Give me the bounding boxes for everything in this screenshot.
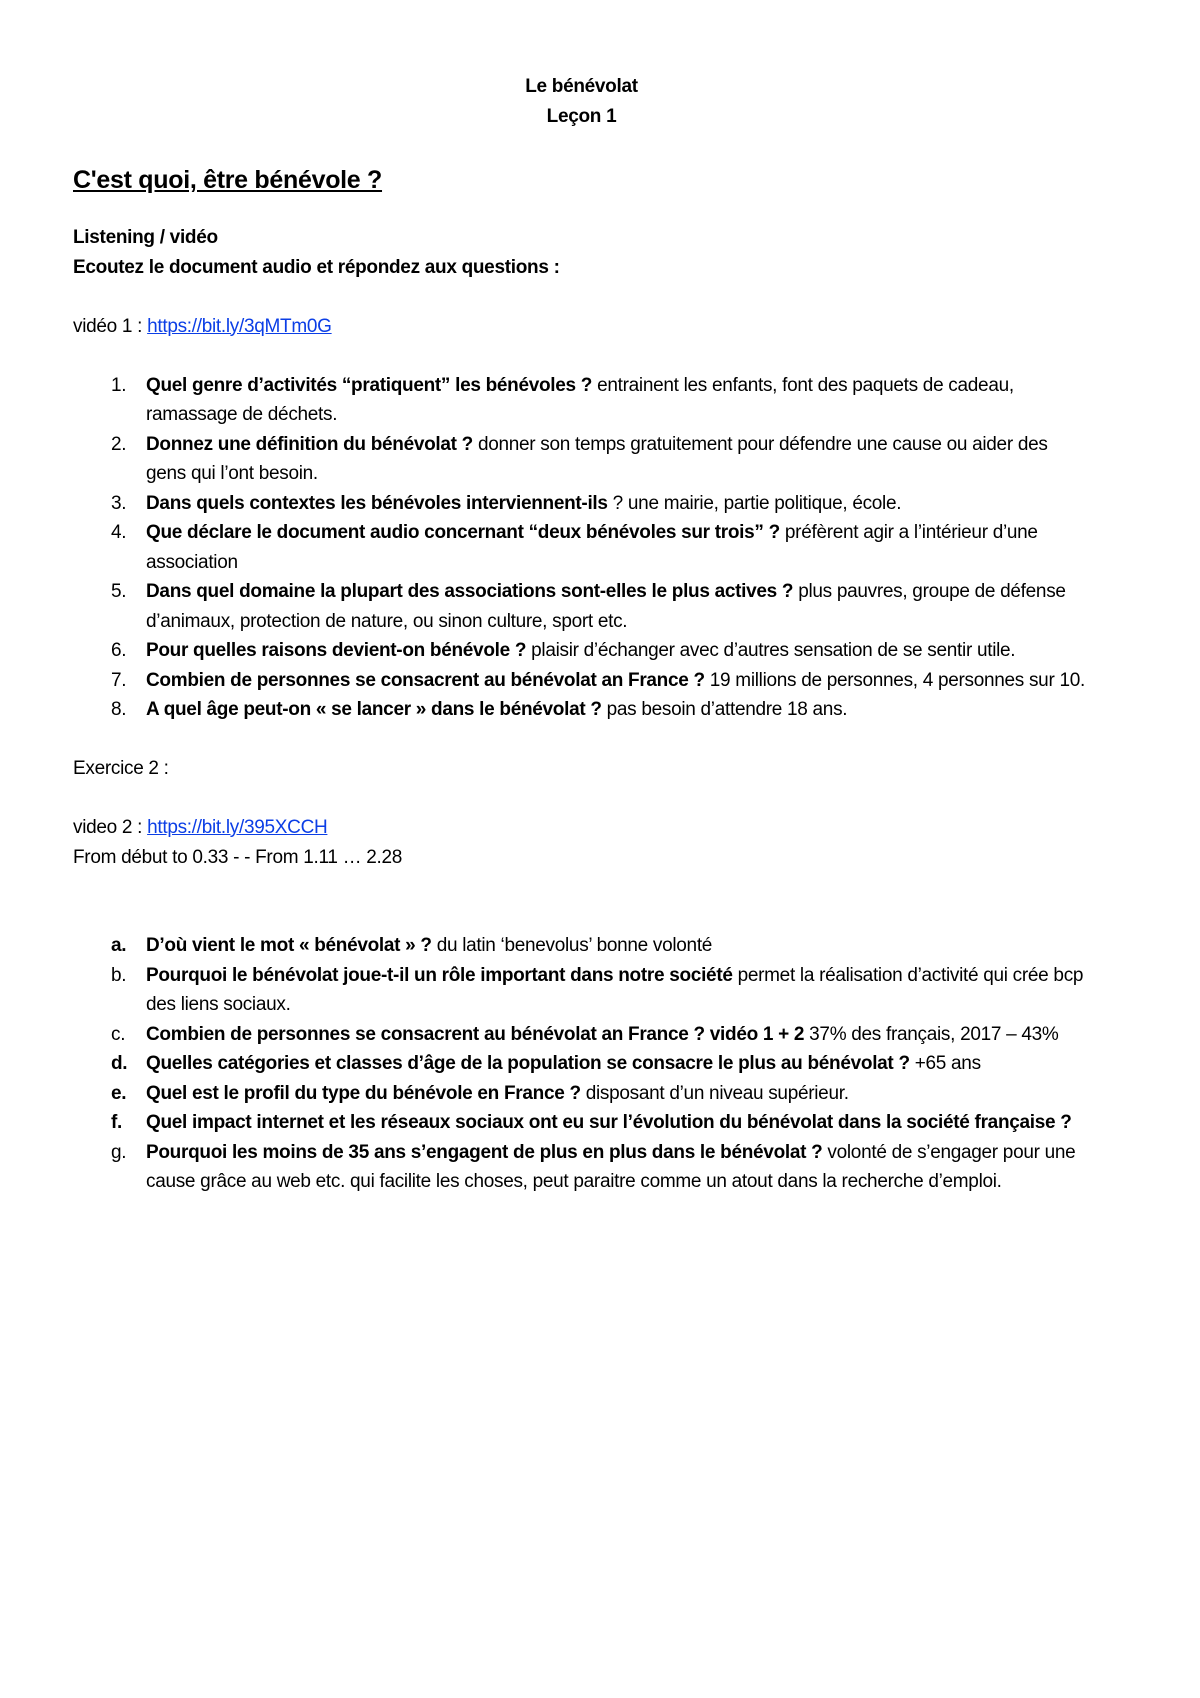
- section-heading: C'est quoi, être bénévole ?: [73, 166, 383, 194]
- item-number: 6.: [111, 640, 127, 661]
- exercise-2-label: Exercice 2 :: [73, 758, 169, 779]
- item-number: 4.: [111, 522, 127, 543]
- question-text: Dans quel domaine la plupart des associations sont-elles le plus actives ?: [146, 581, 794, 602]
- item-letter: e.: [111, 1082, 127, 1104]
- item-number: 1.: [111, 374, 127, 396]
- question-text: Quel genre d’activités “pratiquent” les bénévoles ?: [146, 374, 593, 396]
- answer-text: donner son temps gratuitement pour défendre une cause ou aider des gens qui l’ont besoin.: [146, 433, 1048, 484]
- item-letter: c.: [111, 1023, 126, 1045]
- item-letter: d.: [111, 1053, 128, 1074]
- item-letter: a.: [111, 935, 127, 956]
- item-letter: g.: [111, 1141, 127, 1163]
- video-2-link[interactable]: https://bit.ly/395XCCH: [147, 817, 328, 838]
- question-text: Pourquoi le bénévolat joue-t-il un rôle important dans notre société: [146, 964, 733, 986]
- list-item: [73, 636, 1090, 666]
- question-text: Combien de personnes se consacrent au bénévolat an France ? vidéo 1 + 2: [146, 1023, 805, 1045]
- answer-text: pas besoin d’attendre 18 ans.: [601, 699, 848, 720]
- list-item: [73, 577, 1090, 636]
- question-text: Que déclare le document audio concernant “deux bénévoles sur trois” ?: [146, 522, 780, 543]
- list-item: [73, 371, 1090, 430]
- item-letter: b.: [111, 964, 127, 986]
- list-item: [73, 1020, 1090, 1050]
- list-item: [73, 961, 1090, 1020]
- listening-instruction: Ecoutez le document audio et répondez aux questions :: [73, 256, 560, 278]
- answer-text: plus pauvres, groupe de défense d’animaux, protection de nature, ou sinon culture, sport etc.: [146, 581, 1066, 632]
- question-text: Donnez une définition du bénévolat ?: [146, 433, 473, 455]
- answer-text: préfèrent agir a l’intérieur d’une association: [146, 522, 1038, 573]
- item-number: 7.: [111, 669, 127, 691]
- question-text: Combien de personnes se consacrent au bénévolat an France ?: [146, 669, 705, 691]
- answer-text: plaisir d’échanger avec d’autres sensation de se sentir utile.: [526, 640, 1016, 661]
- answer-text: volonté de s’engager pour une cause grâce au web etc. qui facilite les choses, peut paraitre comme un atout dans la recherche d’emploi.: [146, 1141, 1076, 1192]
- video-2-prefix: video 2 :: [73, 817, 148, 838]
- question-text: A quel âge peut-on « se lancer » dans le bénévolat ?: [146, 699, 602, 720]
- item-letter: f.: [111, 1112, 123, 1133]
- question-text: Pour quelles raisons devient-on bénévole ?: [146, 640, 527, 661]
- question-text: Pourquoi les moins de 35 ans s’engagent de plus en plus dans le bénévolat ?: [146, 1141, 823, 1163]
- list-item: [73, 489, 1090, 519]
- answer-text: permet la réalisation d’activité qui crée bcp des liens sociaux.: [146, 964, 1084, 1015]
- answer-text: 37% des français, 2017 – 43%: [804, 1023, 1059, 1045]
- answer-text: +65 ans: [909, 1053, 981, 1074]
- video-1-line: [73, 312, 1090, 342]
- video-2-line: [73, 813, 1090, 843]
- list-item: [73, 518, 1090, 577]
- list-item: [73, 695, 1090, 725]
- list-item: [73, 931, 1090, 961]
- question-list-1: [73, 371, 1090, 725]
- document-title: Le bénévolat: [525, 76, 638, 97]
- video-1-prefix: vidéo 1 :: [73, 315, 148, 337]
- list-item: [73, 666, 1090, 696]
- listening-label: Listening / vidéo: [73, 227, 218, 248]
- item-number: 2.: [111, 433, 127, 455]
- answer-text: du latin ‘benevolus’ bonne volonté: [431, 935, 713, 956]
- question-text: D’où vient le mot « bénévolat » ?: [146, 935, 432, 956]
- list-item: [73, 1138, 1090, 1197]
- item-number: 8.: [111, 699, 127, 720]
- item-number: 5.: [111, 581, 127, 602]
- question-text: Dans quels contextes les bénévoles interviennent-ils: [146, 492, 608, 514]
- question-text: Quel est le profil du type du bénévole en France ?: [146, 1082, 581, 1104]
- lesson-label: Leçon 1: [546, 105, 617, 127]
- answer-text: entrainent les enfants, font des paquets de cadeau, ramassage de déchets.: [146, 374, 1014, 425]
- item-number: 3.: [111, 492, 127, 514]
- list-item: [73, 430, 1090, 489]
- video-1-link[interactable]: https://bit.ly/3qMTm0G: [147, 315, 332, 337]
- answer-text: ? une mairie, partie politique, école.: [607, 492, 902, 514]
- question-text: Quel impact internet et les réseaux sociaux ont eu sur l’évolution du bénévolat dans la société française ?: [146, 1112, 1072, 1133]
- list-item: [73, 1049, 1090, 1079]
- question-list-2: [73, 931, 1090, 1197]
- question-text: Quelles catégories et classes d’âge de la population se consacre le plus au bénévolat ?: [146, 1053, 910, 1074]
- answer-text: disposant d’un niveau supérieur.: [580, 1082, 849, 1104]
- answer-text: 19 millions de personnes, 4 personnes sur 10.: [704, 669, 1085, 691]
- list-item: [73, 1108, 1090, 1138]
- list-item: [73, 1079, 1090, 1109]
- video-2-timing: From début to 0.33 - - From 1.11 … 2.28: [73, 846, 403, 868]
